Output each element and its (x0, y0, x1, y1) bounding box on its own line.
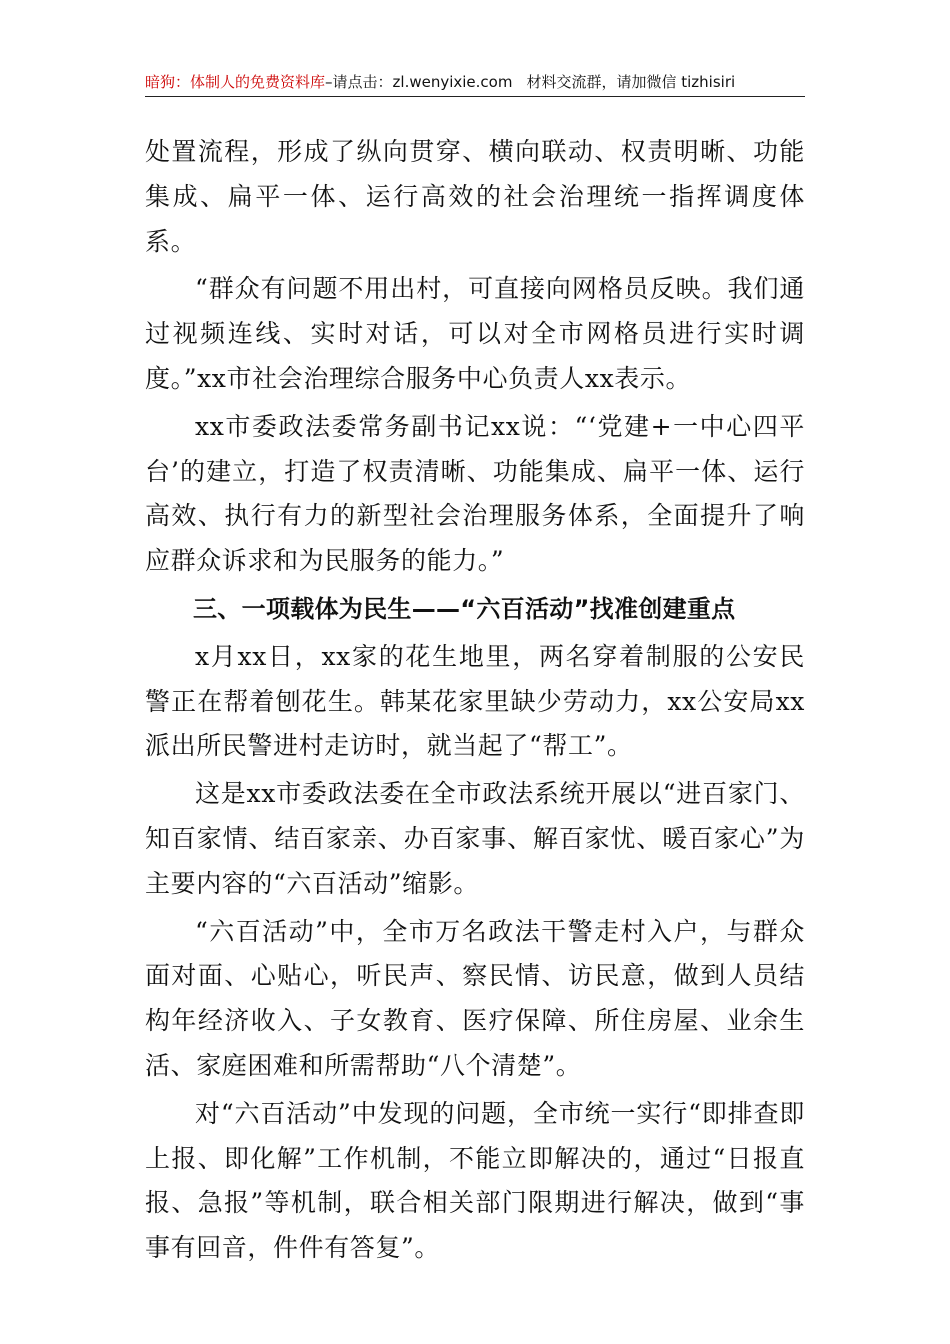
document-body (145, 130, 805, 1274)
page-header (145, 70, 805, 94)
paragraph: x月xx日，xx家的花生地里，两名穿着制服的公安民警正在帮着刨花生。韩某花家里缺少劳动力，xx公安局xx派出所民警进村走访时，就当起了“帮工”。 (145, 641, 805, 761)
paragraph: 这是xx市委政法委在全市政法系统开展以“进百家门、知百家情、结百家亲、办百家事、解百家忧、暖百家心”为主要内容的“六百活动”缩影。 (145, 779, 805, 898)
header-divider (145, 96, 805, 97)
paragraph: “群众有问题不用出村，可直接向网格员反映。我们通过视频连线、实时对话，可以对全市网格员进行实时调度。”xx市社会治理综合服务中心负责人xx表示。 (145, 274, 805, 393)
section-heading: 三、一项载体为民生——“六百活动”找准创建重点 (193, 594, 736, 623)
header-brand: 暗狗：体制人的免费资料库 (145, 73, 326, 91)
paragraph: 对“六百活动”中发现的问题，全市统一实行“即排查即上报、即化解”工作机制，不能立即解决的，通过“日报直报、急报”等机制，联合相关部门限期进行解决，做到“事事有回音，件件有答复”。 (145, 1098, 805, 1263)
header-contact: 材料交流群，请加微信 tizhisiri (526, 73, 736, 91)
paragraph: “六百活动”中，全市万名政法干警走村入户，与群众面对面、心贴心，听民声、察民情、访民意，做到人员结构年经济收入、子女教育、医疗保障、所住房屋、业余生活、家庭困难和所需帮助“八个清楚”。 (145, 916, 805, 1080)
paragraph-continued: 处置流程，形成了纵向贯穿、横向联动、权责明晰、功能集成、扁平一体、运行高效的社会治理统一指挥调度体系。 (145, 137, 805, 256)
paragraph: xx市委政法委常务副书记xx说：“‘党建+一中心四平台’的建立，打造了权责清晰、功能集成、扁平一体、运行高效、执行有力的新型社会治理服务体系，全面提升了响应群众诉求和为民服务的能力。” (145, 411, 805, 576)
header-link[interactable]: zl.wenyixie.com (392, 73, 513, 91)
header-link-prompt: –请点击： (325, 73, 393, 91)
